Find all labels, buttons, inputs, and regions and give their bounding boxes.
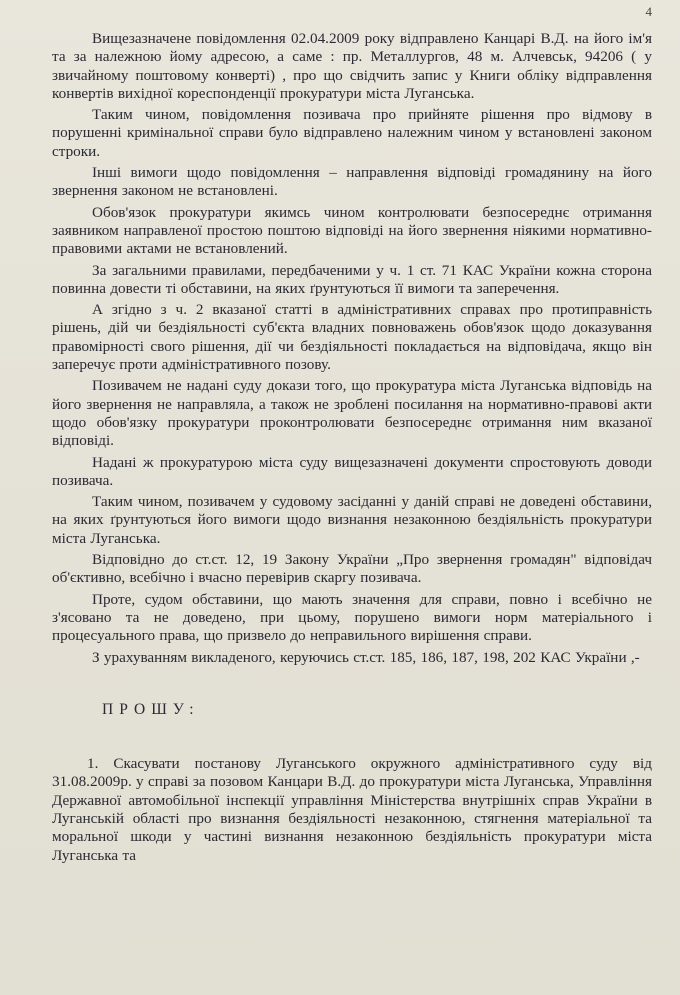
paragraph-4: Обов'язок прокуратури якимсь чином контролювати безпосереднє отримання заявником направленої простою поштою відповіді на його звернення ніякими нормативно-правовими актами не встановлений. bbox=[52, 203, 652, 258]
request-item-1: 1. Скасувати постанову Луганського окружного адміністративного суду від 31.08.2009р. у справі за позовом Канцари В.Д. до прокуратури міста Луганська, Управління Державної автомобільної інспекції управління Міністерства внутрішніх справ України в Луганській області про визнання бездіяльності незаконною, стягнення матеріальної та моральної шкоди у частині визнання незаконною бездіяльність прокуратури міста Луганська та bbox=[52, 755, 652, 864]
paragraph-8: Надані ж прокуратурою міста суду вищезазначені документи спростовують доводи позивача. bbox=[52, 453, 652, 489]
paragraph-7: Позивачем не надані суду докази того, що прокуратура міста Луганська відповідь на його звернення не направляла, а також не зроблені посилання на нормативно-правові акти щодо обов'язку прокуратури проконтролювати безпосереднє отримання ним вказаної відповіді. bbox=[52, 377, 652, 450]
paragraph-6: А згідно з ч. 2 вказаної статті в адміністративних справах про протиправність рішень, дій чи бездіяльності суб'єкта владних повноважень обов'язок щодо доказування правомірності свого рішення, дії чи бездіяльності покладається на відповідача, якщо він заперечує проти адміністративного позову. bbox=[52, 301, 652, 374]
page-number: 4 bbox=[645, 4, 652, 19]
document-body bbox=[52, 30, 652, 868]
paragraph-3: Інші вимоги щодо повідомлення – направлення відповіді громадянину на його звернення законом не встановлені. bbox=[52, 164, 652, 200]
paragraph-2: Таким чином, повідомлення позивача про прийняте рішення про відмову в порушенні кримінальної справи було відправлено належним чином у встановлені законом строки. bbox=[52, 106, 652, 160]
paragraph-9: Таким чином, позивачем у судовому засіданні у даній справі не доведені обставини, на яких ґрунтуються його вимоги щодо визнання незаконною бездіяльність прокуратури міста Луганська. bbox=[52, 493, 652, 547]
paragraph-1: Вищезазначене повідомлення 02.04.2009 року відправлено Канцарі В.Д. на його ім'я та за належною йому адресою, а саме : пр. Металлургов, 48 м. Алчевськ, 94206 ( у звичайному поштовому конверті) , про що свідчить запис у Книги обліку відправлення конвертів вихідної кореспонденції прокуратури міста Луганська. bbox=[52, 30, 652, 102]
paragraph-10: Відповідно до ст.ст. 12, 19 Закону України „Про звернення громадян" відповідач об'єктивно, всебічно і вчасно перевірив скаргу позивача. bbox=[52, 551, 652, 587]
paragraph-5: За загальними правилами, передбаченими у ч. 1 ст. 71 КАС України кожна сторона повинна довести ті обставини, на яких ґрунтуються її вимоги та заперечення. bbox=[52, 261, 652, 297]
paragraph-11: Проте, судом обставини, що мають значення для справи, повно і всебічно не з'ясовано та не доведено, при цьому, порушено вимоги норм матеріального і процесуального права, що призвело до неправильного вирішення справи. bbox=[52, 590, 652, 645]
paragraph-12: З урахуванням викладеного, керуючись ст.ст. 185, 186, 187, 198, 202 КАС України ,- bbox=[92, 648, 640, 666]
request-heading: ПРОШУ: bbox=[102, 700, 200, 718]
